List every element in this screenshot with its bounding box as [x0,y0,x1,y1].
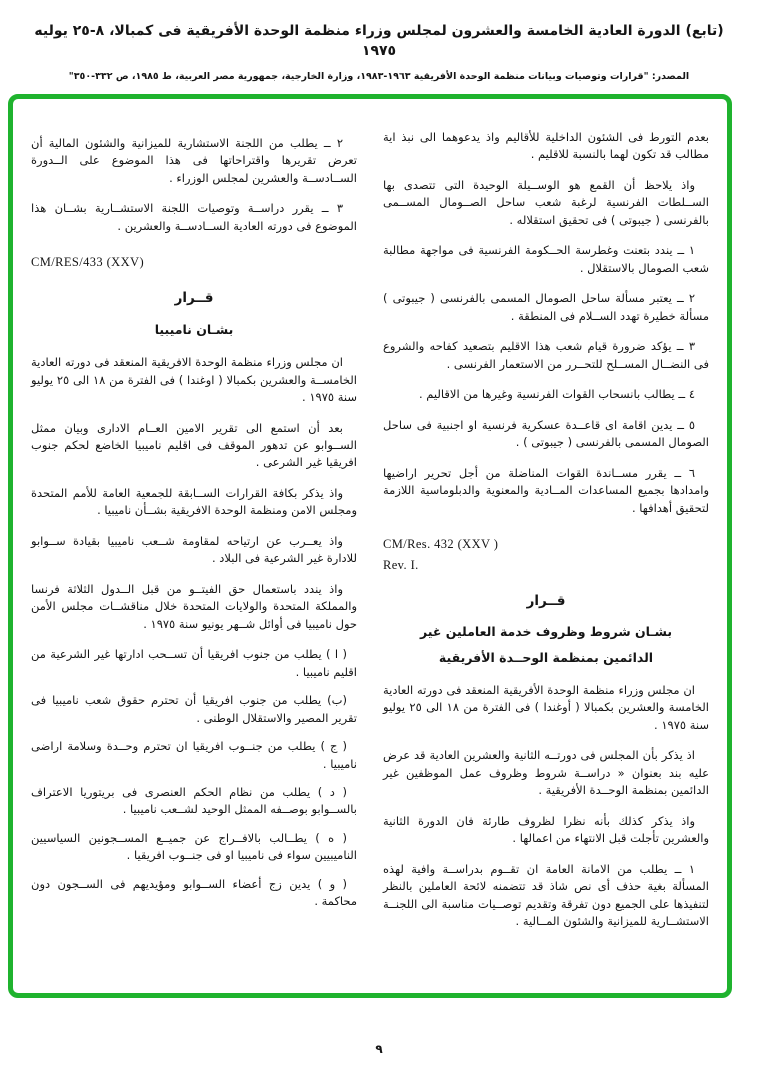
resolution-heading: قــرار [174,290,214,307]
clause-3: ٣ ــ يؤكد ضرورة قيام شعب هذا الاقليم بتصعيد كفاحه والشروع فى النضــال المســلح للتحــرر من الاستعمار الفرنسى . [383,339,709,371]
paragraph: ان مجلس وزراء منظمة الوحدة الافريقية المنعقد فى دورته العادية الخامســة والعشرين بكمبالا ( اوغندا ) فى الفترة من ١٨ الى ٢٥ يوليو سنة ١٩٧٥ . [31,355,358,405]
resolution-reference-433: CM/RES/433 (XXV) [31,255,145,270]
document-header [0,22,758,82]
resolution-revision: Rev. I. [383,557,419,572]
paragraph: واذ يندد باستعمال حق الفيتــو من قبل الــدول الثلاثة فرنسا والمملكة المتحدة والولايات المتحدة خلال مناقشــات مجلس الأمن حول ناميبيا فى أوائل شــهر يونيو سنة ١٩٧٥ . [31,581,357,631]
paragraph: واذ يلاحظ أن القمع هو الوســيلة الوحيدة التى تتصدى بها الســلطات الفرنسية لرغبة شعب ساحل الصــومال المســمى بالفرنسى ( جيبوتى ) فى تحقيق استقلاله . [383,177,709,227]
subclause-e: ( ه ) يطــالب بالافــراج عن جميــع المســجونين السياسيين الناميبيين سواء فى ناميبيا او فى جنــوب افريقيا . [31,830,357,863]
left-column [31,129,357,993]
resolution-reference-432: CM/Res. 432 (XXV ) [383,536,499,551]
paragraph: بعد أن استمع الى تقرير الامين العــام الادارى وبيان ممثل الســوابو عن تدهور الموقف فى اقليم ناميبيا الخاضع لحكم جنوب افريقيا غير الشرعى . [31,420,357,470]
clause-2: ٢ ــ يعتبر مسألة ساحل الصومال المسمى بالفرنسى ( جيبوتى ) مسألة خطيرة تهدد الســلام فى المنطقة . [383,291,709,323]
resolution-subject-line2: الدائمين بمنظمة الوحــدة الأفريقية [438,649,654,665]
clause-2: ٢ ــ يطلب من اللجنة الاستشارية للميزانية والشئون المالية أن تعرض تقريرها واقتراحاتها فى هذا الموضوع على الــدورة الســادســة والعشرين لمجلس الوزراء . [31,136,357,185]
clause-3: ٣ ــ يقرر دراســة وتوصيات اللجنة الاستشــارية بشــان هذا الموضوع فى دورته العادية الســادســة والعشرين . [31,201,357,233]
page-title: (تابع) الدورة العادية الخامسة والعشرون لمجلس وزراء منظمة الوحدة الأفريقية فى كمبالا، ٨-٢٥ يوليه ١٩٧٥ [34,23,724,59]
resolution-subject-line1: بشـان شروط وظروف خدمة العاملين غير [419,624,673,640]
paragraph: بعدم التورط فى الشئون الداخلية للأقاليم واذ يدعوهما الى نبذ اية مطالب قد تكون لهما بالنسبة للاقليم . [383,130,709,162]
clause-1b: ١ ــ يطلب من الامانة العامة ان تقــوم بدراســة وافية لهذه المسألة بغية حذف أى نص شاذ قد تتضمنه لائحة العاملين بالنظر لتنفيذها على الجميع دون تفرقة وتقديم توصــيات مناسبة الى اللجنــة الاستشــارية للميزانية والشئون المــالية . [383,861,709,929]
resolution-heading: قــرار [526,592,566,609]
clause-4: ٤ ــ يطالب بانسحاب القوات الفرنسية وغيرها من الاقاليم . [418,387,695,402]
resolution-subject: بشـان ناميبيا [154,321,234,337]
paragraph: ان مجلس وزراء منظمة الوحدة الأفريقية المنعقد فى دورته العادية الخامسة والعشرين بكمبالا ( أوغندا ) فى الفترة من ١٨ الى ٢٥ يوليو سنة ١٩٧٥ . [383,682,709,732]
paragraph: واذ يذكر كذلك بأنه نظرا لظروف طارئة فان الدورة الثانية والعشرين تأجلت قبل الانتهاء من اعمالها . [383,813,709,846]
subclause-d: ( د ) يطلب من نظام الحكم العنصرى فى بريتوريا الاعتراف بالســوابو بوصــفه الممثل الوحيد لشــعب ناميبيا . [31,785,357,817]
subclause-c: ( ج ) يطلب من جنــوب افريقيا ان تحترم وحــدة وسلامة اراضى ناميبيا . [31,739,357,771]
document-body [13,99,727,993]
clause-1: ١ ــ يندد بتعنت وغطرسة الحــكومة الفرنسية فى مواجهة مطالبة شعب الصومال بالاستقلال . [383,243,709,275]
paragraph: واذ يذكر بكافة القرارات الســابقة للجمعية العامة للأمم المتحدة ومجلس الامن ومنظمة الوحدة الافريقية بشــأن ناميبيا . [31,485,357,518]
paragraph: واذ يعــرب عن ارتياحه لمقاومة شــعب ناميبيا بقيادة ســوابو للادارة غير الشرعية فى البلاد . [31,533,357,566]
clause-5: ٥ ــ يدين اقامة اى قاعــدة عسكرية فرنسية او اجنبية فى ساحل الصومال المسمى بالفرنسى ( جيبوتى ) . [383,417,709,450]
subclause-a: ( ا ) يطلب من جنوب افريقيا أن تســحب ادارتها غير الشرعية من اقليم ناميبيا . [31,647,357,679]
paragraph: اذ يذكر بأن المجلس فى دورتــه الثانية والعشرين العادية قد عرض عليه بند بعنوان « دراســة شروط وظروف عمل الموظفين غير الدائمين بمنظمة الوحــدة الأفريقية . [383,748,709,798]
page-number: ٩ [375,1042,383,1056]
highlight-frame [8,94,732,998]
subclause-f: ( و ) يدين زج أعضاء الســوابو ومؤيديهم فى الســجون دون محاكمة . [31,876,357,909]
clause-6: ٦ ــ يقرر مســاندة القوات المناضلة من أجل تحرير اراضيها وامدادها بجميع المساعدات المــادية والمعنوية والدبلوماسية اللازمة لتحقيق أهدافها . [383,465,709,515]
subclause-b: (ب) يطلب من جنوب افريقيا أن تحترم حقوق شعب ناميبيا فى تقرير المصير والاستقلال الوطنى . [31,693,357,725]
source-line: المصدر: "قرارات وتوصيات وبيانات منظمة الوحدة الأفريقية ١٩٦٣-١٩٨٣، وزارة الخارجية، جمهورية مصر العربية، ط ١٩٨٥، ص ٣٣٢-٣٥٠" [68,71,690,83]
right-column [383,129,709,993]
